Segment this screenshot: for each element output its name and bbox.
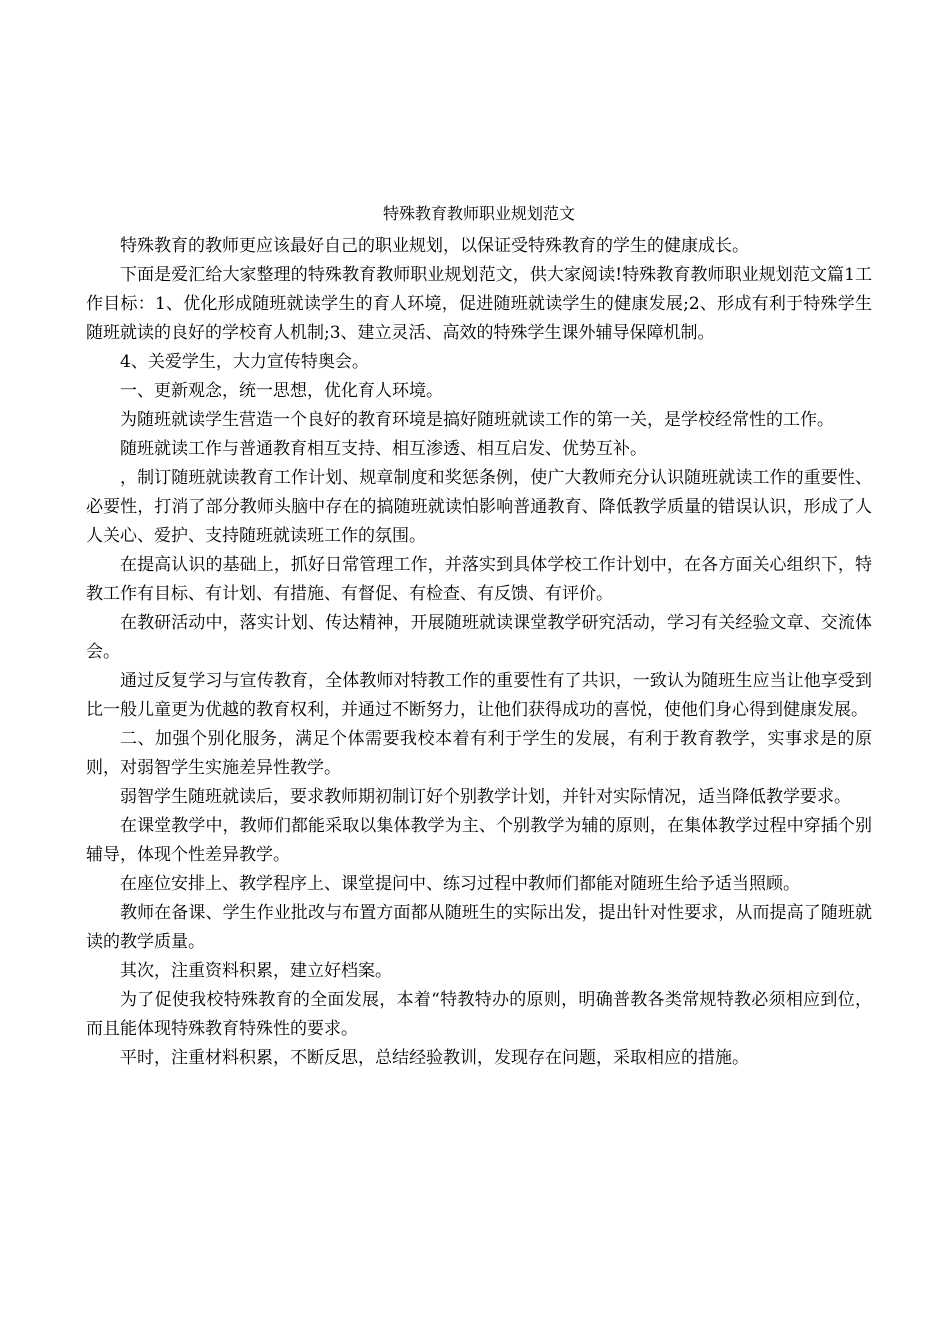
paragraph: ，制订随班就读教育工作计划、规章制度和奖惩条例，使广大教师充分认识随班就读工作的重要性、必要性，打消了部分教师头脑中存在的搞随班就读怕影响普通教育、降低教学质量的错误认识，形成了人人关心、爱护、支持随班就读班工作的氛围。 [86, 468, 872, 546]
section-heading: 二、加强个别化服务，满足个体需要我校本着有利于学生的发展，有利于教育教学，实事求是的原则，对弱智学生实施差异性教学。 [86, 729, 872, 778]
paragraph: 为了促使我校特殊教育的全面发展，本着“特教特办的原则，明确普教各类常规特教必须相应到位，而且能体现特殊教育特殊性的要求。 [86, 990, 872, 1039]
paragraph: 通过反复学习与宣传教育，全体教师对特教工作的重要性有了共识，一致认为随班生应当让他享受到比一般儿童更为优越的教育权利，并通过不断努力，让他们获得成功的喜悦，使他们身心得到健康发展。 [86, 671, 872, 720]
paragraph: 其次，注重资料积累，建立好档案。 [120, 961, 392, 981]
document-title: 特殊教育教师职业规划范文 [382, 204, 575, 223]
section-heading: 一、更新观念，统一思想，优化育人环境。 [120, 381, 443, 401]
paragraph: 教师在备课、学生作业批改与布置方面都从随班生的实际出发，提出针对性要求，从而提高了随班就读的教学质量。 [86, 903, 872, 952]
paragraph: 随班就读工作与普通教育相互支持、相互渗透、相互启发、优势互补。 [120, 439, 647, 459]
paragraph: 4、关爱学生，大力宣传特奥会。 [120, 352, 369, 372]
paragraph: 在提高认识的基础上，抓好日常管理工作，并落实到具体学校工作计划中，在各方面关心组织下，特教工作有目标、有计划、有措施、有督促、有检查、有反馈、有评价。 [86, 555, 872, 604]
document-body [86, 200, 872, 1073]
paragraph: 下面是爱汇给大家整理的特殊教育教师职业规划范文，供大家阅读!特殊教育教师职业规划范文篇1工作目标：1、优化形成随班就读学生的育人环境，促进随班就读学生的健康发展;2、形成有利于特殊学生随班就读的良好的学校育人机制;3、建立灵活、高效的特殊学生课外辅导保障机制。 [86, 265, 872, 343]
paragraph: 弱智学生随班就读后，要求教师期初制订好个别教学计划，并针对实际情况，适当降低教学要求。 [120, 787, 851, 807]
paragraph: 平时，注重材料积累，不断反思，总结经验教训，发现存在问题，采取相应的措施。 [120, 1048, 749, 1068]
paragraph: 为随班就读学生营造一个良好的教育环境是搞好随班就读工作的第一关，是学校经常性的工作。 [120, 410, 834, 430]
paragraph: 特殊教育的教师更应该最好自己的职业规划，以保证受特殊教育的学生的健康成长。 [120, 236, 749, 256]
paragraph: 在课堂教学中，教师们都能采取以集体教学为主、个别教学为辅的原则，在集体教学过程中穿插个别辅导，体现个性差异教学。 [86, 816, 872, 865]
paragraph: 在教研活动中，落实计划、传达精神，开展随班就读课堂教学研究活动，学习有关经验文章、交流体会。 [86, 613, 872, 662]
paragraph: 在座位安排上、教学程序上、课堂提问中、练习过程中教师们都能对随班生给予适当照顾。 [120, 874, 800, 894]
